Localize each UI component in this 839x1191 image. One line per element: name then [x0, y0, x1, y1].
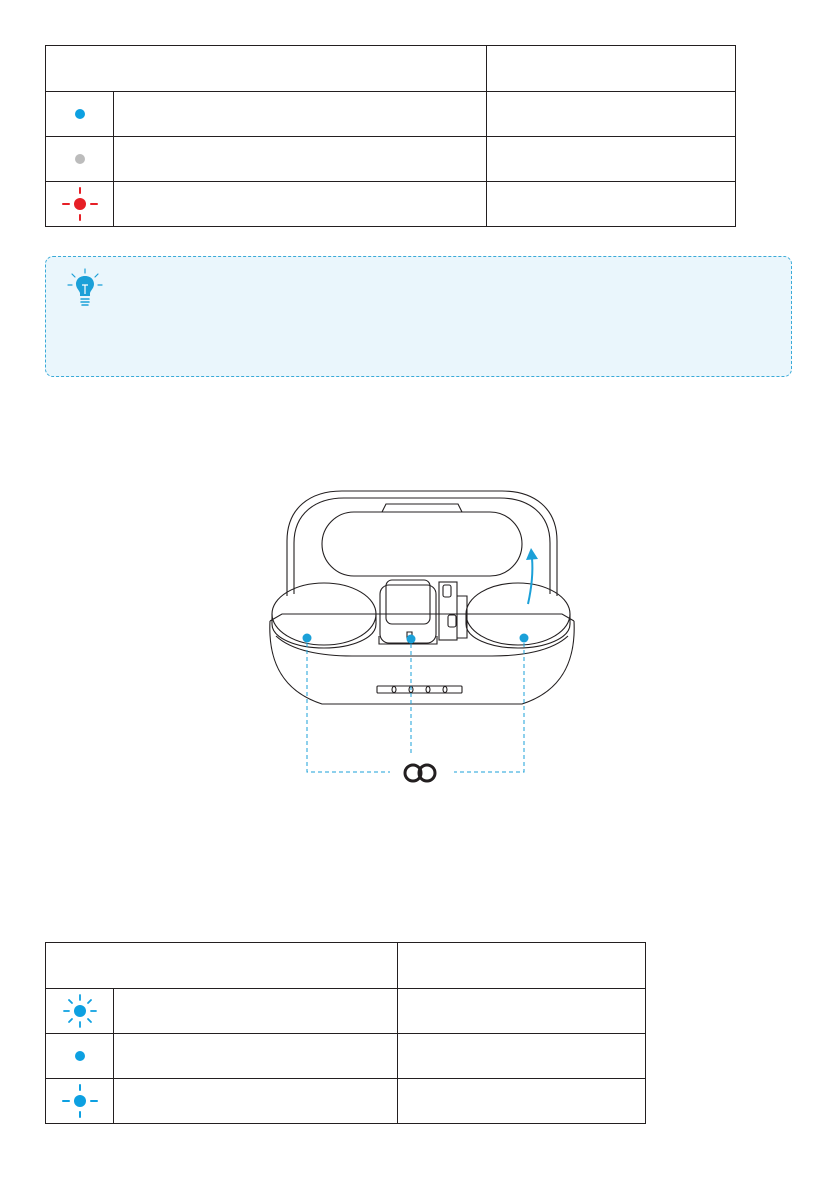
led-status-table-1 [45, 45, 736, 227]
table-header-row [46, 46, 736, 92]
indicator-cell [46, 137, 114, 182]
solid-blue-dot-icon [70, 1046, 90, 1066]
transmitter-right [466, 583, 570, 648]
status-cell [487, 182, 736, 227]
header-status-cell [487, 46, 736, 92]
table-row [46, 1079, 646, 1124]
description-cell [114, 137, 487, 182]
lightbulb-icon [66, 268, 104, 310]
solid-blue-dot-icon [70, 104, 90, 124]
table-row [46, 989, 646, 1034]
transmitter-left [272, 583, 376, 648]
solid-gray-dot-icon [70, 149, 90, 169]
status-cell [398, 1034, 646, 1079]
table-header-row [46, 943, 646, 989]
table-row [46, 182, 736, 227]
status-cell [487, 137, 736, 182]
status-cell [398, 1079, 646, 1124]
indicator-cell [46, 1034, 114, 1079]
header-description-cell [46, 46, 487, 92]
led-status-table-2 [45, 942, 646, 1124]
indicator-cell [46, 1079, 114, 1124]
slow-flashing-blue-dot-icon [60, 1083, 100, 1119]
receiver [379, 580, 467, 644]
header-status-cell [398, 943, 646, 989]
link-icon [405, 765, 435, 781]
indicator-cell [46, 92, 114, 137]
open-lid-arrow-icon [526, 548, 538, 604]
table-row [46, 92, 736, 137]
flashing-red-dot-icon [60, 186, 100, 222]
tip-box [45, 256, 792, 377]
description-cell [114, 1079, 398, 1124]
description-cell [114, 989, 398, 1034]
table-row [46, 137, 736, 182]
pairing-lines [307, 643, 524, 772]
case-base [270, 614, 574, 704]
center-indicator-dot [407, 635, 416, 644]
rapid-flashing-blue-dot-icon [60, 993, 100, 1029]
charging-case-illustration [262, 486, 582, 786]
right-indicator-dot [520, 634, 529, 643]
header-description-cell [46, 943, 398, 989]
table-row [46, 1034, 646, 1079]
description-cell [114, 1034, 398, 1079]
status-cell [398, 989, 646, 1034]
left-indicator-dot [303, 634, 312, 643]
description-cell [114, 182, 487, 227]
description-cell [114, 92, 487, 137]
status-cell [487, 92, 736, 137]
indicator-cell [46, 989, 114, 1034]
indicator-cell [46, 182, 114, 227]
